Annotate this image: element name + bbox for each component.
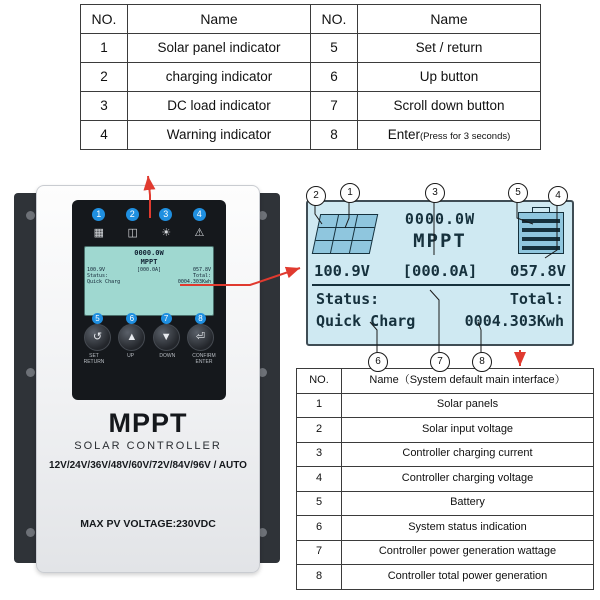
cell-no: 4 [81,121,128,150]
cell-name: Set / return [358,34,541,63]
lcd-measurement-row [308,262,572,280]
cell-no: 1 [297,393,342,418]
arrow-up-icon: ▲ [126,331,138,343]
table-header-row [81,5,541,34]
cell-name: Solar input voltage [342,418,594,443]
lcd-wattage: 0000.0W [404,210,476,228]
battery-icon: ◫ [127,227,138,239]
table-row [297,393,594,418]
device-max-pv-voltage: MAX PV VOLTAGE:230VDC [80,518,216,530]
lcd-input-voltage: 100.9V [314,262,370,280]
cell-name: Controller charging current [342,442,594,467]
led-number-2: 2 [126,208,139,221]
cell-no: 5 [311,34,358,63]
down-button[interactable] [153,314,180,351]
callout-2: 2 [306,186,326,206]
cell-no: 7 [297,540,342,565]
cell-name: charging indicator [128,63,311,92]
column-header-name-1: Name [128,5,311,34]
lcd-status-value: Quick Charg [316,312,416,330]
cell-no: 3 [81,92,128,121]
cell-name-enter [358,121,541,150]
column-header-no-1: NO. [81,5,128,34]
table-row [297,442,594,467]
warning-icon: ⚠ [194,227,205,239]
device-button-row [84,314,214,351]
cell-name: Controller total power generation [342,565,594,590]
bracket-hole-icon [26,211,35,220]
lcd-value-row [308,312,572,330]
table-row [297,540,594,565]
cell-no: 6 [311,63,358,92]
bracket-hole-icon [26,368,35,377]
cell-no: 3 [297,442,342,467]
cell-name: Scroll down button [358,92,541,121]
column-header-name-2: Name [358,5,541,34]
table-row [81,121,541,150]
button-number-6: 6 [126,313,137,324]
mini-lcd-input-voltage: 100.9V [87,266,106,273]
lcd-mode: MPPT [413,230,467,252]
lcd-main-interface [306,200,574,346]
device-subtitle: SOLAR CONTROLLER [74,440,222,452]
enter-note: (Press for 3 seconds) [419,130,511,142]
bracket-hole-icon [26,528,35,537]
bulb-icon: ☀ [161,227,172,239]
led-number-row [82,208,216,221]
device-front-panel [72,200,226,400]
led-number-3: 3 [159,208,172,221]
button-caption-row [78,354,220,366]
cell-name: Solar panel indicator [128,34,311,63]
indicator-icon-row [82,226,216,239]
table-row [81,34,541,63]
table-row [81,63,541,92]
column-header-no-2: NO. [311,5,358,34]
enter-button[interactable] [187,314,214,351]
mini-lcd-status-label: Status: [87,272,109,279]
mini-lcd-total-label: Total: [192,272,211,279]
lcd-status-label: Status: [316,290,380,308]
enter-label: Enter [387,126,420,142]
set-return-button[interactable] [84,314,111,351]
caption-set-return: SET RETURN [83,353,105,365]
callout-6: 6 [368,352,388,372]
cell-name: DC load indicator [128,92,311,121]
cell-name: Up button [358,63,541,92]
button-number-5: 5 [92,313,103,324]
lcd-total-label: Total: [509,290,564,308]
table-row [297,516,594,541]
cell-no: 8 [297,565,342,590]
table-row [297,467,594,492]
device-lcd-screen [84,246,214,316]
arrow-down-icon: ▼ [160,331,172,343]
callout-1: 1 [340,183,360,203]
device-title: MPPT [108,408,188,438]
button-number-7: 7 [161,313,172,324]
solar-panel-icon: ▦ [93,227,105,239]
cell-no: 7 [311,92,358,121]
lcd-top-section [308,202,572,264]
led-number-1: 1 [92,208,105,221]
indicator-legend-table [80,4,541,150]
cell-name: Solar panels [342,393,594,418]
mini-lcd-value-row [87,279,211,285]
column-header-name: Name（System default main interface） [342,369,594,394]
cell-name: Warning indicator [128,121,311,150]
cell-name: System status indication [342,516,594,541]
lcd-divider [312,284,570,286]
caption-enter: CONFIRM ENTER [192,353,216,365]
led-number-4: 4 [193,208,206,221]
mini-lcd-mode: MPPT [140,257,158,266]
cell-no: 4 [297,467,342,492]
callout-5: 5 [508,183,528,203]
cell-name: Battery [342,491,594,516]
up-button[interactable] [118,314,145,351]
lcd-total-value: 0004.303Kwh [464,312,564,330]
caption-up: UP [127,353,135,359]
mini-lcd-current: [000.0A] [136,266,162,273]
lcd-charging-voltage: 057.8V [510,262,566,280]
table-row [297,418,594,443]
cell-name: Controller charging voltage [342,467,594,492]
cell-no: 2 [297,418,342,443]
table-row [297,565,594,590]
button-number-8: 8 [195,313,206,324]
mini-lcd-watt: 0000.0W [134,249,164,257]
caption-down: DOWN [159,353,176,359]
callout-4: 4 [548,186,568,206]
cell-no: 5 [297,491,342,516]
battery-icon [518,212,564,254]
mini-lcd-status-value: Quick Charg [87,279,121,285]
cell-no: 1 [81,34,128,63]
table-row [81,92,541,121]
callout-3: 3 [425,183,445,203]
main-interface-legend-table [296,368,594,590]
mini-lcd-total-value: 0004.303Kwh [177,279,211,285]
table-header-row [297,369,594,394]
cell-no: 8 [311,121,358,150]
callout-8: 8 [472,352,492,372]
mini-lcd-output-voltage: 057.8V [192,266,211,273]
lcd-label-row [308,290,572,308]
callout-7: 7 [430,352,450,372]
cell-name: Controller power generation wattage [342,540,594,565]
cell-no: 6 [297,516,342,541]
enter-icon: ⏎ [195,331,206,343]
cell-no: 2 [81,63,128,92]
column-header-no: NO. [297,369,342,394]
set-return-icon: ↺ [92,331,103,343]
lcd-charging-current: [000.0A] [402,262,478,280]
device-voltage-list: 12V/24V/36V/48V/60V/72V/84V/96V / AUTO [49,460,247,471]
table-row [297,491,594,516]
mppt-controller-device [14,185,280,575]
device-body [36,185,260,573]
